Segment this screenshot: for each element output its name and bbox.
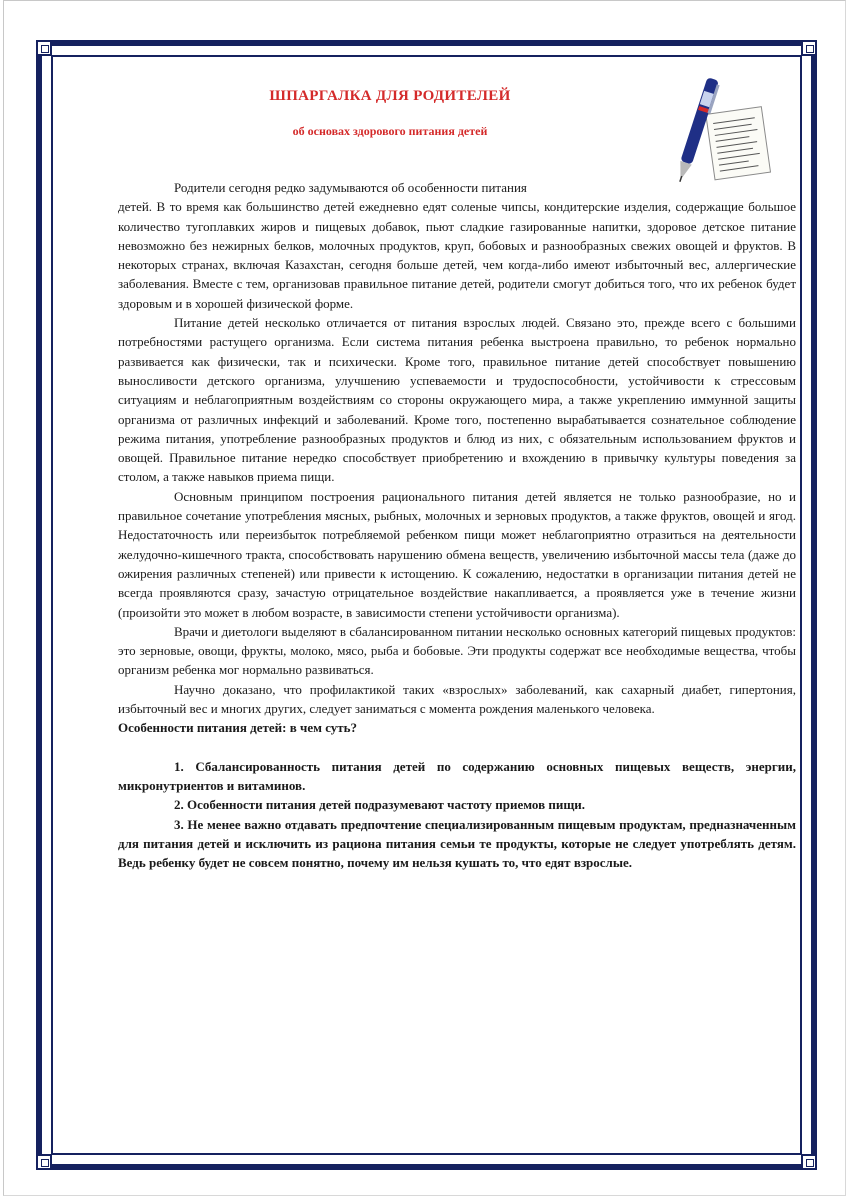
- paragraph-intro: детей. В то время как большинство детей ежедневно едят соленые чипсы, кондитерские изделия, содержащие большое количество тугоплавких жиров и пищевых добавок, пьют сладкие газированные напитки, здоровое детское питание невозможно без нежирных белков, молочных продуктов, круп, бобовых и разнообразных свежих овощей и фруктов. В некоторых странах, включая Казахстан, сегодня больше детей, чем когда-либо имеют избыточный вес, аллергические заболевания. Вместе с тем, организовав правильное питание детей, родители смогут добиться того, что их ребенок будет здоровым и в хорошей физической форме.: [118, 199, 796, 311]
- spacer: [118, 738, 796, 757]
- frame-corner-ornament: [801, 40, 817, 56]
- paragraph-principles: Основным принципом построения рационального питания детей является не только разнообразие, но и правильное сочетание употребления мясных, рыбных, молочных и зерновых продуктов, а также фруктов, овощей и ягод. Недостаточность или переизбыток потребляемой ребенком пищи может неблагоприятно отразиться на деятельности желудочно-кишечного тракта, способствовать нарушению обмена веществ, увеличению избыточной массы тела (даже до ожирения различных степеней) или привести к истощению. К сожалению, недостатки в организации питания детей не всегда проявляются сразу, зачастую отрицательное воздействие накапливается, а проявляется уже в течение жизни (произойти это может в любом возрасте, в зависимости степени устойчивости организма).: [118, 488, 796, 620]
- paragraph-food-categories: Врачи и диетологи выделяют в сбалансированном питании несколько основных категорий пищевых продуктов: это зерновые, овощи, фрукты, молоко, мясо, рыба и бобовые. Эти продукты содержат все необходимые вещества, чтобы организм ребенка мог нормально развиваться.: [118, 623, 796, 678]
- list-item: 3. Не менее важно отдавать предпочтение специализированным пищевым продуктам, предназначенным для питания детей и исключить из рациона питания семьи те продукты, которые не следует употреблять детям. Ведь ребенку будет не совсем понятно, почему им нельзя кушать то, что едят взрослые.: [118, 816, 796, 871]
- frame-corner-ornament: [36, 40, 52, 56]
- pen-and-paper-icon: [660, 72, 780, 192]
- page-title: ШПАРГАЛКА ДЛЯ РОДИТЕЛЕЙ: [269, 88, 511, 104]
- section-heading: Особенности питания детей: в чем суть?: [118, 720, 358, 736]
- frame-corner-ornament: [36, 1154, 52, 1170]
- document-body: [118, 178, 796, 872]
- frame-corner-ornament: [801, 1154, 817, 1170]
- list-item: 2. Особенности питания детей подразумевают частоту приемов пищи.: [174, 797, 586, 813]
- list-item: 1. Сбалансированность питания детей по содержанию основных пищевых веществ, энергии, микронутриентов и витаминов.: [118, 758, 796, 793]
- paragraph-intro-lead: Родители сегодня редко задумываются об особенности питания: [174, 180, 527, 195]
- page-subtitle: об основах здорового питания детей: [292, 124, 488, 138]
- paragraph-nutrition-differences: Питание детей несколько отличается от питания взрослых людей. Связано это, прежде всего с большими потребностями растущего организма. Если система питания ребенка выстроена правильно, то ребенок нормально развивается как физически, так и психически. Кроме того, правильное питание детей способствует повышению выносливости детского организма, улучшению успеваемости и трудоспособности, устойчивости к стрессовым ситуациям и неблагоприятным воздействиям со стороны окружающего мира, а также укреплению иммунной защиты организма от различных инфекций и заболеваний. Кроме того, постепенно вырабатывается сознательное соблюдение режима питания, употребление разнообразных продуктов и блюд из них, с обязательным использованием фруктов и овощей. Правильное питание нередко способствует приобретению и вхождению в привычку культуры поведения за столом, а также навыков приема пищи.: [118, 315, 796, 485]
- paragraph-prevention: Научно доказано, что профилактикой таких «взрослых» заболеваний, как сахарный диабет, гипертония, избыточный вес и многих других, следует заниматься с момента рождения маленького человека.: [118, 681, 796, 717]
